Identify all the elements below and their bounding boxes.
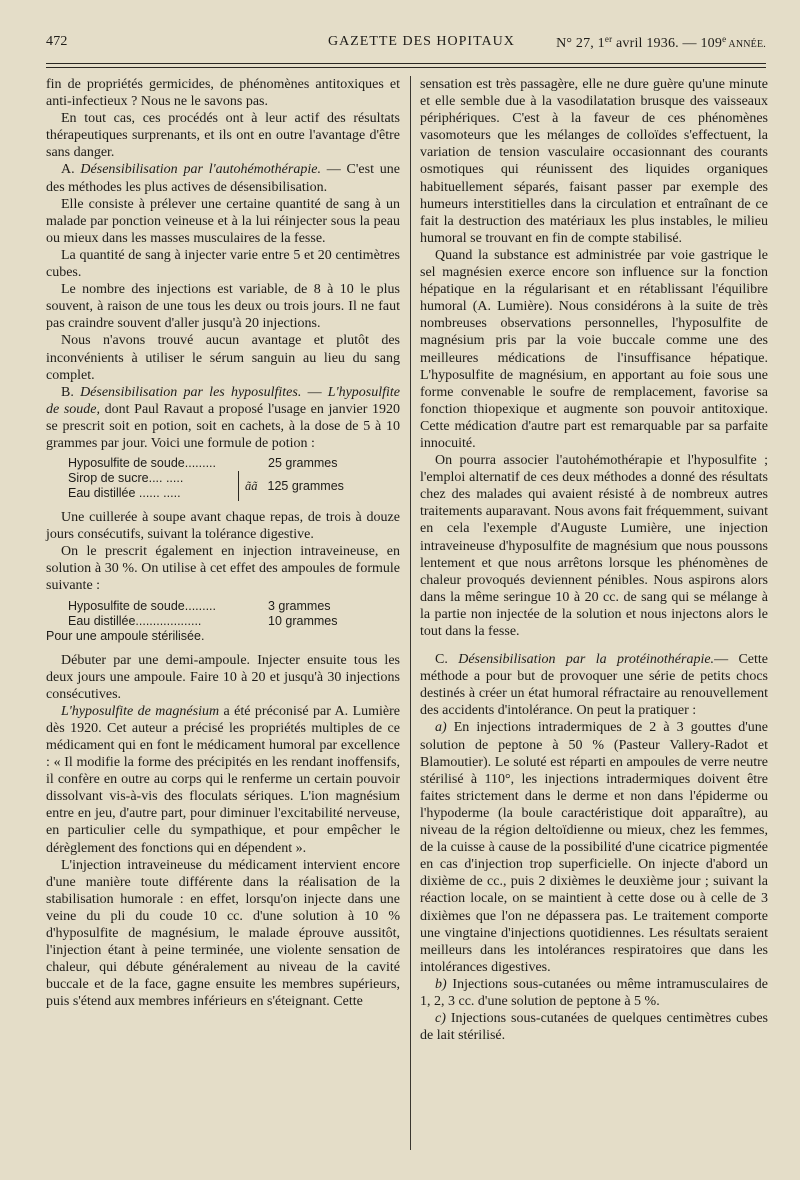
paragraph: L'hyposulfite de magnésium a été préconisé par A. Lumière dès 1920. Cet auteur a précisé les propriétés multiples de ce médicament qui en font le médicament humoral par excellence : « Il modifie la forme des précipités en les rendant inoffensifs, il confère en outre au corps qui le renferme un certain pouvoir dissolvant vis-à-vis des floculats sériques. L'ion magnésium entre en jeu, d'autre part, pour diminuer l'excitabilité nerveuse, en particulier celle du sympathique, et pour empêcher le dérèglement des fonctions qui en dépendent ».	[46, 703, 400, 856]
paragraph: fin de propriétés germicides, de phénomènes antitoxiques et anti-infectieux ? Nous ne le savons pas.	[46, 77, 400, 110]
formula-note: Pour une ampoule stérilisée.	[46, 628, 205, 643]
column-divider	[410, 76, 411, 1150]
issue-line: N° 27, 1er avril 1936. — 109e ANNÉE.	[556, 34, 766, 51]
paragraph: Une cuillerée à soupe avant chaque repas, de trois à douze jours consécutifs, suivant la tolérance digestive.	[46, 510, 400, 543]
ingredient-name: Sirop de sucre.... .....	[68, 471, 184, 486]
ingredient-name: Hyposulfite de soude.........	[68, 598, 216, 613]
potion-formula	[68, 456, 400, 501]
paragraph: sensation est très passagère, elle ne dure guère qu'une minute et elle semble due à la vasodilatation brusque des vaisseaux périphériques. C'est à la faveur de ces phénomènes vasomoteurs que les mélanges de colloïdes s'effectuent, la variation de tension vasculaire occasionnant des courants osmotiques qui réunissent des liquides organiques habituellement séparés, faisant passer par exemple des humeurs interstitielles dans la circulation et entraînant de ce fait la destruction des matériaux les plus instables, le milieu humoral se trouvant en fin de compte stabilisé.	[420, 77, 768, 246]
paragraph: Débuter par une demi-ampoule. Injecter ensuite tous les deux jours une ampoule. Faire 10 à 20 et jusqu'à 30 injections consécutives.	[46, 652, 400, 702]
formula-row	[68, 614, 400, 629]
ingredient-quantity: 3 grammes	[268, 598, 331, 613]
journal-title: GAZETTE DES HOPITAUX	[328, 34, 515, 49]
section-c-heading: C. Désensibilisation par la protéinothérapie.— Cette méthode a pour but de provoquer une série de petits chocs destinés à créer un état humoral réfractaire au renouvellement des accidents d'intolérance. On peut la pratiquer :	[420, 652, 769, 719]
list-item-b: b) Injections sous-cutanées ou même intramusculaires de 1, 2, 3 cc. d'une solution de peptone à 5 %.	[420, 976, 768, 1009]
header-rule-thick	[46, 63, 766, 64]
ingredient-name: Eau distillée ...... .....	[68, 486, 181, 501]
paragraph: On le prescrit également en injection intraveineuse, en solution à 30 %. On utilise à cet effet des ampoules de formule suivante :	[46, 544, 400, 594]
ingredient-quantity: 10 grammes	[268, 613, 338, 628]
formula-row	[68, 599, 400, 614]
section-b-heading: B. Désensibilisation par les hyposulfites. — L'hyposulfite de soude, dont Paul Ravaut a proposé l'usage en janvier 1920 se prescrit soit en potion, soit en cachets, à la dose de 5 à 10 grammes par jour. Voici une formule de potion :	[46, 384, 401, 451]
ingredient-quantity: 125 grammes	[267, 478, 344, 493]
page-number: 472	[46, 34, 68, 49]
left-column	[46, 76, 400, 1011]
ana-partes-mark: ãã	[245, 478, 258, 493]
formula-row	[68, 456, 400, 471]
paragraph: Le nombre des injections est variable, de 8 à 10 le plus souvent, à raison de une tous les deux ou trois jours. Il ne faut pas craindre souvent d'aller jusqu'à 20 injections.	[46, 282, 400, 332]
paragraph: Nous n'avons trouvé aucun avantage et plutôt des inconvénients à utiliser le sérum sanguin au lieu du sang complet.	[46, 333, 400, 383]
paragraph: La quantité de sang à injecter varie entre 5 et 20 centimètres cubes.	[46, 247, 400, 281]
ampoule-formula	[46, 598, 400, 644]
header-rule-thin	[46, 67, 766, 68]
paragraph: L'injection intraveineuse du médicament intervient encore d'une manière toute différente dans la réalisation de la stabilisation humorale : en effet, lorsqu'on injecte dans une veine du pli du coude 10 cc. d'une solution à 10 % d'hyposulfite de magnésium, le malade éprouve aussitôt, l'injection étant à peine terminée, une violente sensation de chaleur, qui débute généralement au niveau de la cavité buccale et de la face, gagne ensuite les membres supérieurs, puis s'étend aux membres inférieurs en s'éteignant. Cette	[46, 857, 400, 1010]
ingredient-quantity: 25 grammes	[268, 456, 338, 471]
list-item-a: a) En injections intradermiques de 2 à 3 gouttes d'une solution de peptone à 50 % (Pasteur Vallery-Radot et Blamoutier). Le soluté est réparti en ampoules de verre neutre stérilisé à 110°, les injections intradermiques doivent être faites strictement dans le derme et non dans l'épiderme ou l'hypoderme (la boule caractéristique doit apparaître), au niveau de la région deltoïdienne ou mieux, chez les femmes, de la cuisse à cause de la possibilité d'une cicatrice pigmentée en cas d'injection trop superficielle. On injecte d'abord un dixième de cc., puis 2 dixièmes le deuxième jour ; suivant la réaction locale, on se maintient à cette dose ou à celle de 3 dixièmes que l'on ne dépassera pas. Le traitement comporte une vingtaine d'injections quotidiennes. Les résultats seraient meilleurs dans les intolérances respiratoires que dans les intolérances digestives.	[420, 720, 768, 975]
paragraph: Elle consiste à prélever une certaine quantité de sang à un malade par ponction veineuse et à la lui réinjecter sous la peau ou mieux dans les masses musculaires de la fesse.	[46, 196, 400, 246]
formula-brace-group	[68, 471, 400, 501]
paragraph: Quand la substance est administrée par voie gastrique le sel magnésien exerce encore son influence sur la fonction hépatique en la régularisant et en rétablissant l'équilibre humoral (A. Lumière). Nous considérons à la suite de très nombreuses observations personnelles, l'hyposulfite de magnésium pris par la voie buccale comme une des meilleures médications de l'insuffisance hépatique. L'hyposulfite de magnésium, en apportant au foie sous une forme convenable le soufre de remplacement, favorise sa fonction thiopexique et augmente son pouvoir antitoxique. Cette médication d'autre part est remarquable par sa parfaite innocuité.	[420, 247, 768, 451]
list-item-c: c) Injections sous-cutanées de quelques centimètres cubes de lait stérilisé.	[420, 1011, 768, 1044]
paragraph: On pourra associer l'autohémothérapie et l'hyposulfite ; l'emploi alternatif de ces deux méthodes a donné des résultats chez des malades qui avaient résisté à de nombreux autres traitements auparavant. Nous avons fait fréquemment, suivant en cela l'exemple d'Auguste Lumière, une injection intraveineuse d'hyposulfite de magnésium que nous poussons lentement et que nous arrêtons lorsque les phénomènes de chaleur provoqués deviennent pénibles. Nous aspirons alors dans la même seringue 10 à 20 cc. de sang qui se mélange à la partie non injectée de la solution et nous injectons alors le tout dans la fesse.	[420, 453, 768, 639]
ingredient-name: Eau distillée...................	[68, 613, 202, 628]
page-header	[46, 34, 766, 58]
right-column	[420, 76, 768, 1044]
ingredient-name: Hyposulfite de soude.........	[68, 456, 216, 471]
paragraph: En tout cas, ces procédés ont à leur actif des résultats thérapeutiques surprenants, et ils ont en outre l'avantage d'être sans danger.	[46, 111, 400, 161]
section-a-heading: A. Désensibilisation par l'autohémothérapie. — C'est une des méthodes les plus actives de désensibilisation.	[46, 162, 400, 195]
